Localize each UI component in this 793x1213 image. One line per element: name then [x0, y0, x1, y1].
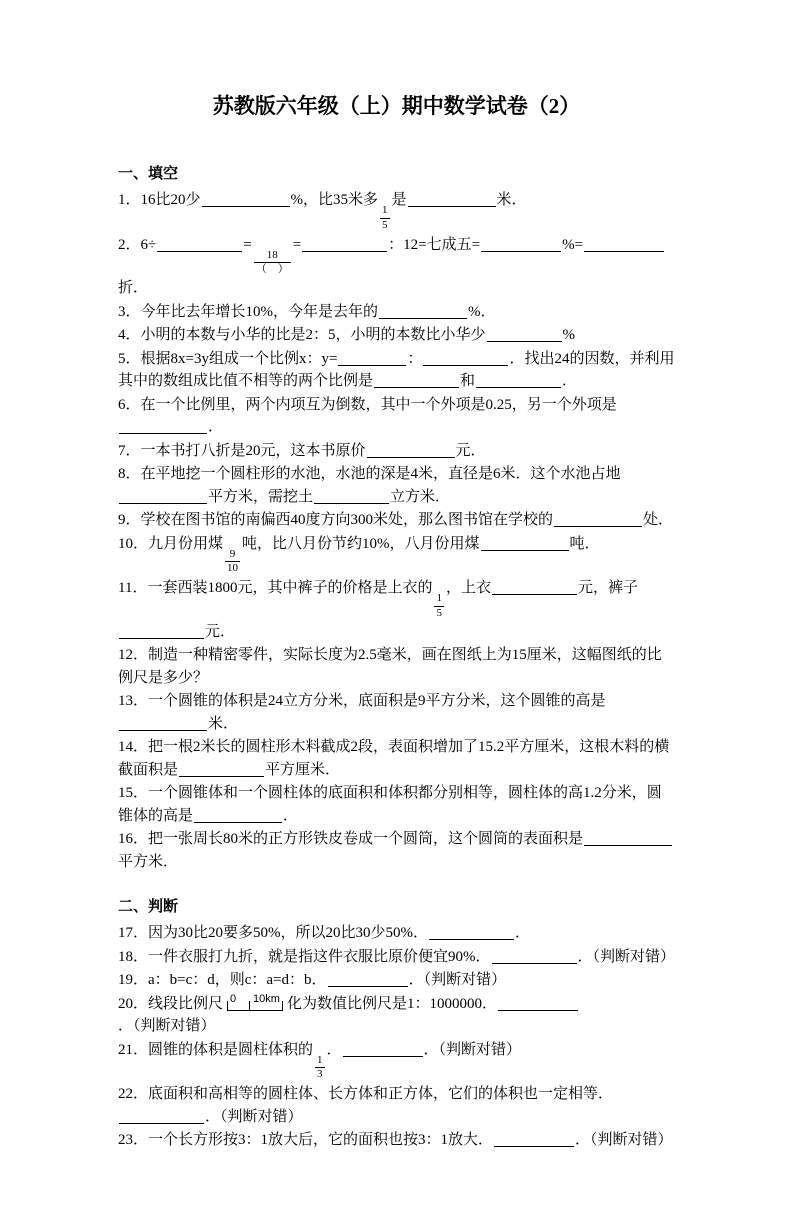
- question: [118, 1083, 675, 1128]
- answer-blank: [328, 971, 408, 987]
- question-text: 10．九月份用煤: [118, 535, 224, 552]
- answer-blank: [584, 236, 664, 252]
- question-text: 6．在一个比例里，两个内项互为倒数，其中一个外项是0.25，另一个外项是: [118, 396, 617, 413]
- fraction-numerator: 1: [436, 592, 442, 604]
- question-text: ．（判断对错）: [577, 948, 676, 965]
- scale-tick: [282, 1001, 283, 1010]
- question-text: 立方米．: [390, 488, 451, 505]
- question-text: 吨，比八月份节约10%，八月份用煤: [242, 535, 480, 552]
- answer-blank: [314, 488, 389, 504]
- question-text: 2．6÷: [118, 236, 157, 253]
- question-text: 21．圆锥的体积是圆柱体积的: [118, 1041, 314, 1058]
- question-text: 5．根据8x=3y组成一个比例x：y=: [118, 350, 338, 367]
- question-text: 元．: [455, 442, 486, 459]
- question-text: 处．: [643, 512, 674, 528]
- answer-blank: [481, 236, 561, 252]
- answer-blank: [379, 303, 467, 319]
- question-text: 20．线段比例尺: [118, 995, 224, 1012]
- fraction-numerator: 1: [317, 1053, 323, 1066]
- question: [118, 736, 675, 781]
- fraction-denominator: （ ）: [255, 263, 289, 276]
- question-text: %，比35米多: [290, 192, 379, 208]
- question: [118, 234, 675, 300]
- question: [118, 301, 675, 324]
- question: [118, 782, 675, 827]
- question-text: 和: [460, 373, 476, 389]
- answer-blank: [429, 924, 514, 940]
- answer-blank: [119, 488, 207, 504]
- answer-blank: [302, 236, 387, 252]
- question-text: ．: [326, 1041, 342, 1058]
- fraction: [380, 204, 390, 233]
- question-text: ．: [283, 807, 299, 824]
- fraction: [225, 548, 240, 577]
- fraction-numerator: 18: [266, 248, 278, 261]
- question-text: 米．: [208, 715, 239, 732]
- question-text: 14．把一根2米长的圆柱形木料截成2段，表面积增加了15.2平方厘米，这根木料的横截面积是: [118, 739, 670, 778]
- answer-blank: [119, 418, 207, 434]
- answer-blank: [119, 623, 204, 639]
- answer-blank: [374, 372, 459, 388]
- fraction-denominator: 5: [382, 218, 388, 231]
- question-text: 8．在平地挖一个圆柱形的水池，水池的深是4米，直径是6米．这个水池占地: [118, 466, 621, 482]
- question-text: ：12=七成五=: [388, 236, 481, 253]
- question-text: =: [292, 236, 302, 253]
- fraction-denominator: 10: [227, 562, 239, 575]
- question: [118, 828, 675, 873]
- scale-tick: [227, 1001, 228, 1010]
- question-text: =: [243, 236, 252, 253]
- fraction-numerator: 1: [382, 204, 388, 216]
- question-text: 平方米，需挖土: [208, 488, 314, 505]
- answer-blank: [119, 715, 207, 731]
- question-text: ．（判断对错）: [423, 1041, 522, 1058]
- scale-label-zero: 0: [230, 992, 237, 1005]
- question: [118, 1039, 675, 1083]
- question-text: 平方米．: [118, 853, 179, 870]
- section-heading: 二、判断: [118, 899, 179, 915]
- question: [118, 577, 675, 643]
- answer-blank: [492, 579, 577, 595]
- answer-blank: [487, 326, 562, 342]
- answer-blank: [194, 807, 282, 823]
- question: [118, 644, 675, 689]
- question-text: 是: [391, 192, 407, 208]
- question-text: 7．一本书打八折是20元，这本书原价: [118, 442, 366, 459]
- answer-blank: [584, 830, 672, 846]
- question-text: 23．一个长方形按3：1放大后，它的面积也按3：1放大．: [118, 1132, 494, 1148]
- question-text: 米．: [496, 192, 527, 208]
- section-heading: 一、填空: [118, 166, 179, 182]
- question: [118, 946, 675, 969]
- question: [118, 1129, 675, 1152]
- question: [118, 509, 675, 532]
- question: [118, 993, 675, 1038]
- question-text: 元．: [205, 623, 236, 640]
- question-text: ．（判断对错）: [575, 1132, 673, 1148]
- answer-blank: [343, 1041, 423, 1057]
- question-text: 平方厘米．: [265, 761, 341, 778]
- answer-blank: [481, 535, 569, 551]
- fraction-denominator: 3: [317, 1068, 323, 1081]
- question-text: 9．学校在图书馆的南偏西40度方向300米处，那么图书馆在学校的: [118, 512, 554, 528]
- answer-blank: [492, 948, 577, 964]
- question: [118, 324, 675, 347]
- scale-tick: [249, 1001, 250, 1010]
- question-text: 吨．: [569, 535, 600, 552]
- question: [118, 533, 675, 577]
- question: [118, 189, 675, 233]
- answer-blank: [494, 1131, 574, 1147]
- question-text: 折．: [118, 280, 149, 296]
- question-text: ：: [407, 350, 423, 367]
- answer-blank: [423, 350, 508, 366]
- fraction: [254, 249, 291, 278]
- question-text: 16．把一张周长80米的正方形铁皮卷成一个圆筒，这个圆筒的表面积是: [118, 831, 584, 847]
- question-text: 11．一套西装1800元，其中裤子的价格是上衣的: [118, 580, 433, 596]
- question-text: ，上衣: [445, 580, 491, 596]
- question-text: 12．制造一种精密零件，实际长度为2.5毫米，画在图纸上为15厘米，这幅图纸的比例尺是多少？: [118, 647, 662, 686]
- question-text: ．（判断对错）: [205, 1108, 303, 1125]
- fraction: [434, 592, 444, 621]
- fraction-numerator: 9: [229, 547, 236, 560]
- answer-blank: [119, 1108, 204, 1124]
- answer-blank: [367, 442, 455, 458]
- question: [118, 969, 675, 992]
- question: [118, 440, 675, 463]
- question-text: ．找出24的因数，并利用其中的数组成比值不相等的两个比例是: [118, 350, 675, 389]
- answer-blank: [157, 236, 242, 252]
- question: [118, 922, 675, 945]
- question-text: 化为数值比例尺是1：1000000．: [287, 995, 498, 1012]
- answer-blank: [554, 511, 642, 527]
- question-text: 18．一件衣服打九折，就是指这件衣服比原价便宜90%．: [118, 948, 491, 965]
- question-text: 13．一个圆锥的体积是24立方分米，底面积是9平方分米，这个圆锥的高是: [118, 693, 606, 709]
- question-text: 19．a：b=c：d，则c：a=d：b．: [118, 972, 327, 988]
- answer-blank: [408, 191, 496, 207]
- question-text: ．: [515, 925, 531, 941]
- fraction: [315, 1054, 325, 1083]
- question-text: 22．底面积和高相等的圆柱体、长方体和正方体，它们的体积也一定相等．: [118, 1086, 614, 1102]
- question-text: 元，裤子: [577, 580, 638, 596]
- exam-content: [118, 162, 675, 1152]
- question: [118, 394, 675, 439]
- question-text: 15．一个圆锥体和一个圆柱体的底面积和体积都分别相等，圆柱体的高1.2分米，圆锥体的高是: [118, 785, 662, 824]
- answer-blank: [338, 350, 406, 366]
- question-text: 4．小明的本数与小华的比是2：5，小明的本数比小华少: [118, 327, 486, 343]
- question: [118, 348, 675, 393]
- question-text: ．: [562, 373, 578, 389]
- answer-blank: [179, 761, 264, 777]
- scale-label-distance: 10km: [253, 992, 280, 1005]
- question-text: %．: [468, 303, 496, 320]
- segment-scale-ruler: [227, 993, 283, 1011]
- question-text: ．: [208, 419, 224, 435]
- question-text: ．（判断对错）: [408, 972, 507, 988]
- question-text: 3．今年比去年增长10%，今年是去年的: [118, 303, 378, 320]
- page-title: 苏教版六年级（上）期中数学试卷（2）: [212, 94, 581, 118]
- question-text: 1．16比20少: [118, 192, 201, 208]
- question-text: 17．因为30比20要多50%，所以20比30少50%．: [118, 925, 428, 941]
- question-text: %=: [562, 236, 584, 253]
- answer-blank: [476, 372, 561, 388]
- question-text: ．（判断对错）: [118, 1018, 216, 1034]
- fraction-denominator: 5: [436, 606, 442, 619]
- question: [118, 690, 675, 735]
- question: [118, 463, 675, 508]
- answer-blank: [202, 191, 290, 207]
- question-text: %: [562, 327, 576, 343]
- answer-blank: [498, 995, 578, 1011]
